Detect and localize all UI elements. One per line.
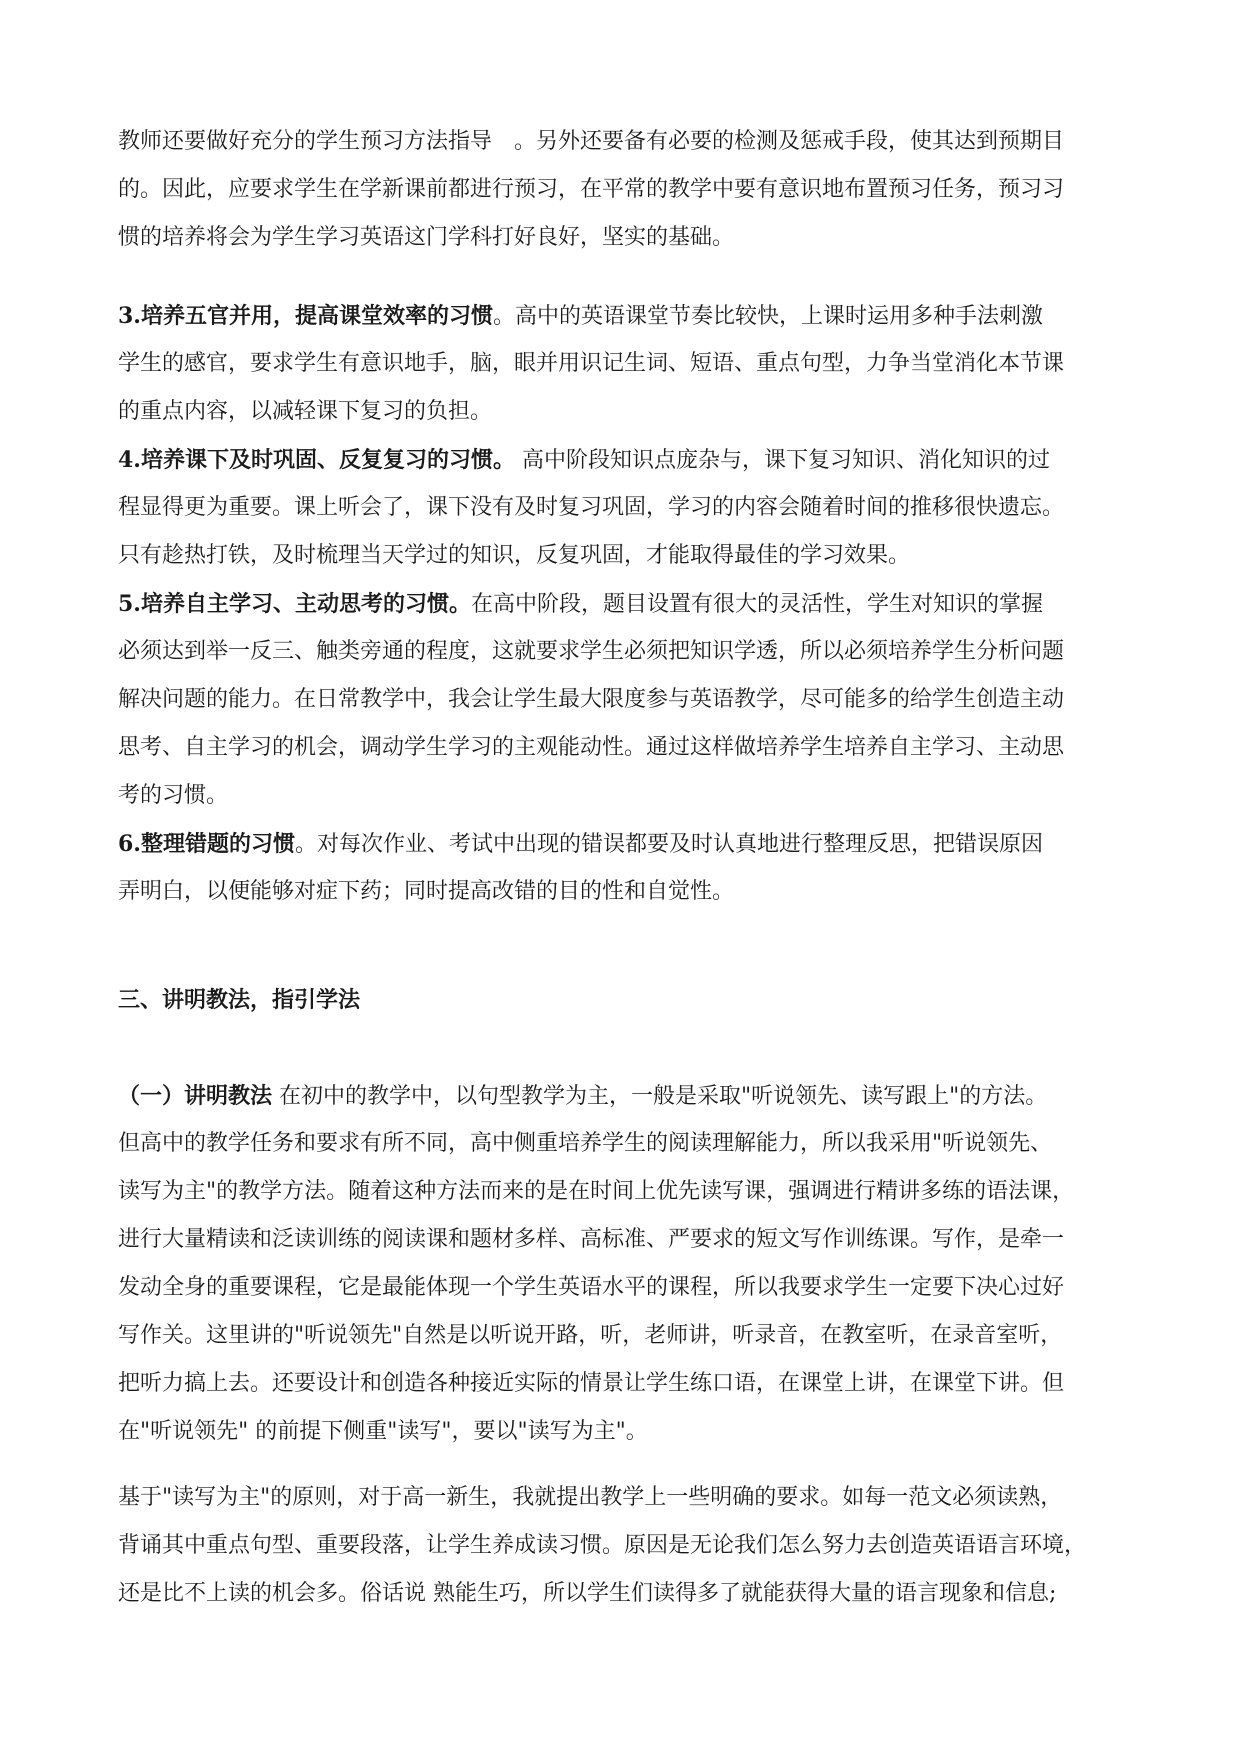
habit-4-title: 4.培养课下及时巩固、反复复习的习惯。	[118, 447, 515, 473]
text-line: 学生的感官，要求学生有意识地手，脑，眼并用识记生词、短语、重点句型，力争当堂消化本节课	[118, 351, 1065, 376]
text-line: 发动全身的重要课程，它是最能体现一个学生英语水平的课程，所以我要求学生一定要下决心过好	[118, 1275, 1065, 1300]
text-line	[118, 820, 1178, 868]
text-line: 写作关。这里讲的"听说领先"自然是以听说开路，听，老师讲，听录音，在教室听，在录音室听，	[118, 1323, 1063, 1348]
habit-4-text: 高中阶段知识点庞杂与，课下复习知识、消化知识的过	[514, 448, 1050, 473]
text-line: 程显得更为重要。课上听会了，课下没有及时复习巩固，学习的内容会随着时间的推移很快遗忘。	[118, 495, 1065, 520]
text-line: 弄明白，以便能够对症下药；同时提高改错的目的性和自觉性。	[118, 879, 735, 904]
text-line	[118, 436, 1178, 484]
text-line: 背诵其中重点句型、重要段落，让学生养成读习惯。原因是无论我们怎么努力去创造英语语言环境，	[118, 1533, 1087, 1558]
text-line: 还是比不上读的机会多。俗话说 熟能生巧，所以学生们读得多了就能获得大量的语言现象和信息;	[118, 1581, 1057, 1606]
text-line: 思考、自主学习的机会，调动学生学习的主观能动性。通过这样做培养学生培养自主学习、主动思	[118, 735, 1065, 760]
text-line: 在"听说领先" 的前提下侧重"读写"，要以"读写为主"。	[118, 1419, 648, 1444]
teaching-method-title: （一）讲明教法	[118, 1083, 273, 1109]
teaching-method-text: 在初中的教学中，以句型教学为主，一般是采取"听说领先、读写跟上"的方法。	[272, 1084, 1048, 1109]
text-line: 的。因此，应要求学生在学新课前都进行预习，在平常的教学中要有意识地布置预习任务，预习习	[118, 177, 1065, 202]
section-heading	[118, 976, 1178, 1024]
habit-5-title: 5.培养自主学习、主动思考的习惯。	[118, 591, 471, 617]
text-line: 解决问题的能力。在日常教学中，我会让学生最大限度参与英语教学，尽可能多的给学生创造主动	[118, 687, 1065, 712]
habit-3-text: 。高中的英语课堂节奏比较快，上课时运用多种手法刺激	[492, 304, 1043, 329]
paragraph-habit-6	[118, 820, 1178, 916]
text-line	[118, 1072, 1178, 1120]
text-line: 进行大量精读和泛读训练的阅读课和题材多样、高标准、严要求的短文写作训练课。写作，是牵一	[118, 1227, 1065, 1252]
section-3-heading: 三、讲明教法，指引学法	[118, 987, 361, 1013]
paragraph-read-write-principle	[118, 1474, 1178, 1618]
text-line: 的重点内容，以减轻课下复习的负担。	[118, 399, 493, 424]
habit-6-text: 。对每次作业、考试中出现的错误都要及时认真地进行整理反思，把错误原因	[294, 832, 1043, 857]
habit-3-title: 3.培养五官并用，提高课堂效率的习惯	[118, 303, 493, 329]
paragraph-habit-4	[118, 436, 1178, 580]
habit-6-title: 6.整理错题的习惯	[118, 831, 295, 857]
text-line: 必须达到举一反三、触类旁通的程度，这就要求学生必须把知识学透，所以必须培养学生分析问题	[118, 639, 1065, 664]
text-line	[118, 580, 1178, 628]
text-line: 考的习惯。	[118, 783, 229, 808]
paragraph-habit-3	[118, 292, 1178, 436]
paragraph-preview-guidance	[118, 118, 1178, 262]
text-line	[118, 292, 1178, 340]
text-line: 教师还要做好充分的学生预习方法指导 。另外还要备有必要的检测及惩戒手段，使其达到预期目	[118, 129, 1065, 154]
text-line: 读写为主"的教学方法。随着这种方法而来的是在时间上优先读写课，强调进行精讲多练的语法课，	[118, 1179, 1075, 1204]
text-line: 但高中的教学任务和要求有所不同，高中侧重培养学生的阅读理解能力，所以我采用"听说领先、	[118, 1131, 1053, 1156]
habit-5-text: 在高中阶段，题目设置有很大的灵活性，学生对知识的掌握	[470, 592, 1043, 617]
text-line: 基于"读写为主"的原则，对于高一新生，我就提出教学上一些明确的要求。如每一范文必须读熟，	[118, 1485, 1063, 1510]
text-line: 把听力搞上去。还要设计和创造各种接近实际的情景让学生练口语，在课堂上讲，在课堂下讲。但	[118, 1371, 1065, 1396]
text-line: 惯的培养将会为学生学习英语这门学科打好良好，坚实的基础。	[118, 225, 735, 250]
paragraph-habit-5	[118, 580, 1178, 820]
paragraph-teaching-method	[118, 1072, 1178, 1456]
text-line: 只有趁热打铁，及时梳理当天学过的知识，反复巩固，才能取得最佳的学习效果。	[118, 543, 911, 568]
